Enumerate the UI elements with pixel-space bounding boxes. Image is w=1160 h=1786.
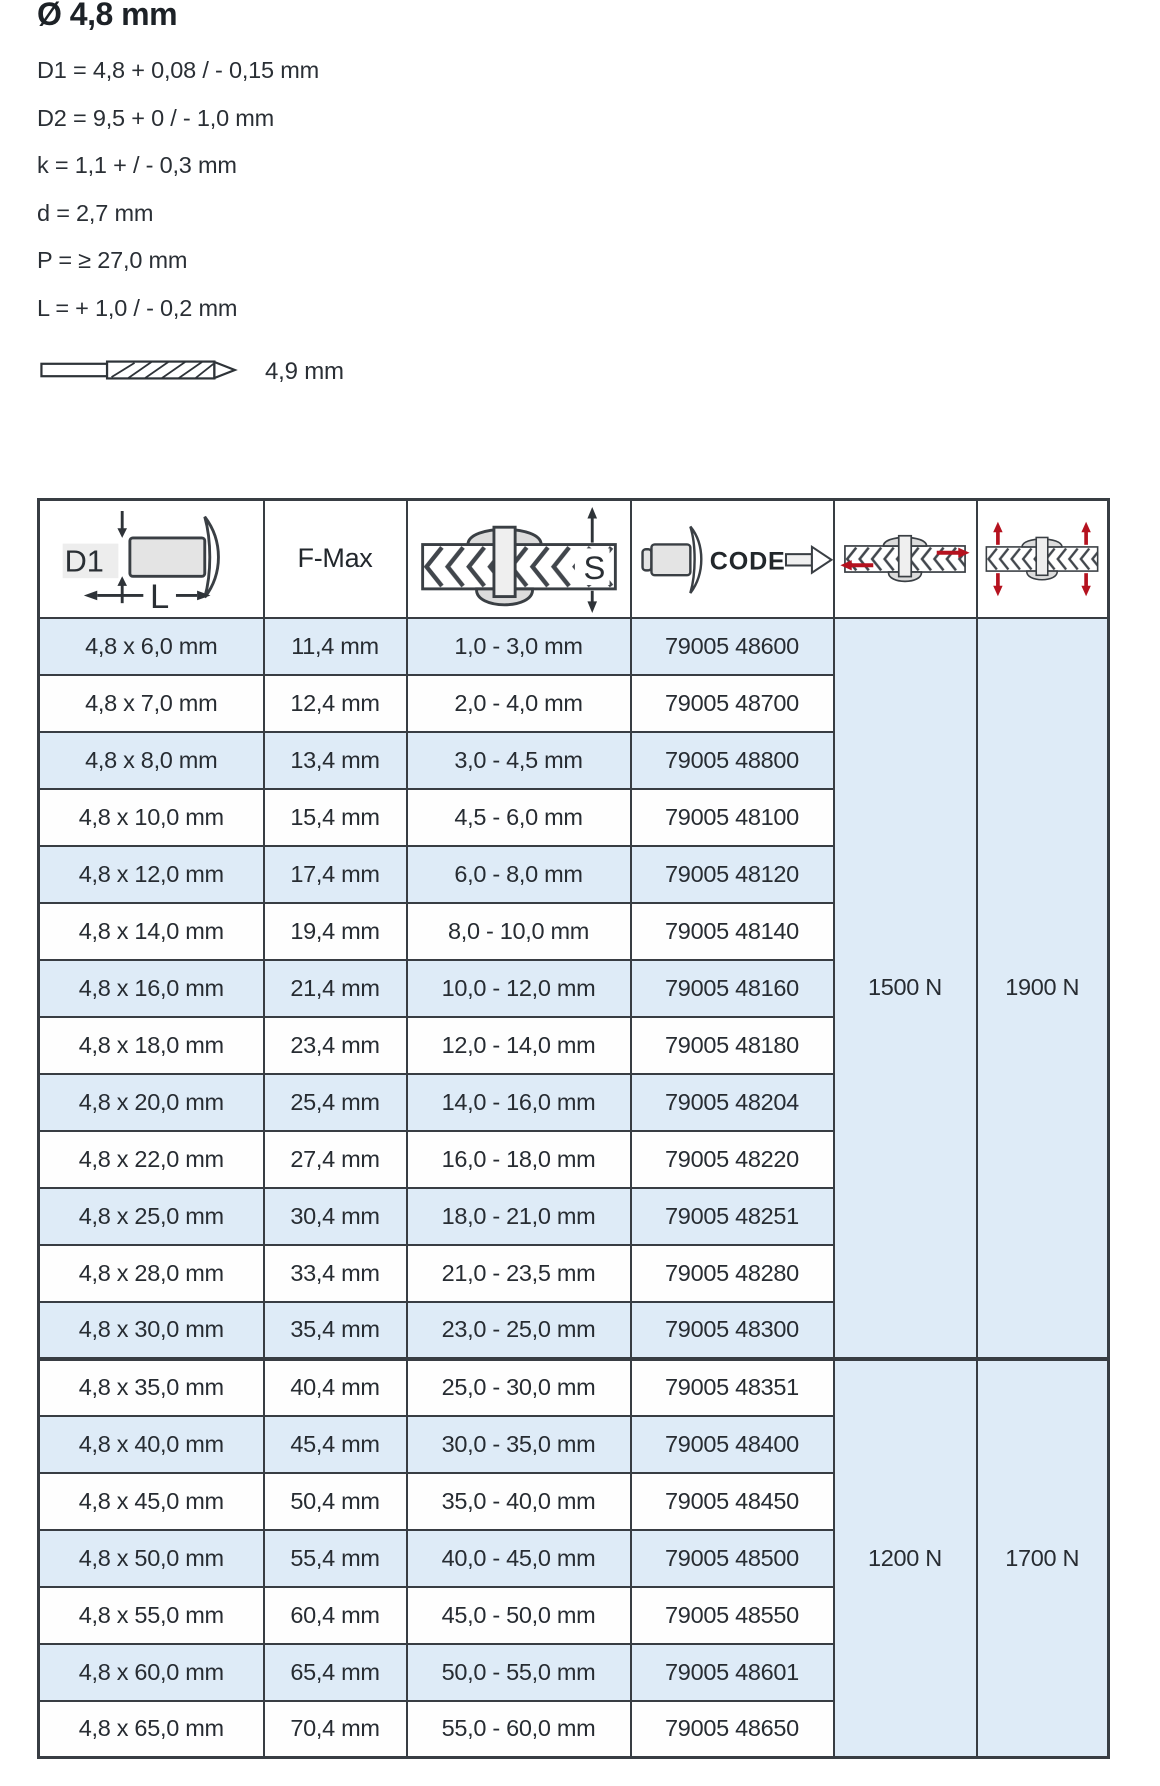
code-cell: 79005 48600 — [631, 618, 834, 675]
grip-range-cell: 8,0 - 10,0 mm — [407, 903, 631, 960]
spec-line-d: d = 2,7 mm — [37, 199, 154, 226]
grip-range-cell: 30,0 - 35,0 mm — [407, 1416, 631, 1473]
grip-range-cell: 4,5 - 6,0 mm — [407, 789, 631, 846]
f-max-cell: 27,4 mm — [264, 1131, 407, 1188]
code-cell: 79005 48120 — [631, 846, 834, 903]
code-cell: 79005 48100 — [631, 789, 834, 846]
dimension-cell: 4,8 x 10,0 mm — [39, 789, 264, 846]
f-max-cell: 30,4 mm — [264, 1188, 407, 1245]
f-max-cell: 25,4 mm — [264, 1074, 407, 1131]
dimension-cell: 4,8 x 30,0 mm — [39, 1302, 264, 1359]
tensile-strength-icon — [978, 509, 1108, 609]
f-max-cell: 13,4 mm — [264, 732, 407, 789]
dimension-cell: 4,8 x 55,0 mm — [39, 1587, 264, 1644]
dimension-cell: 4,8 x 7,0 mm — [39, 675, 264, 732]
dimension-cell: 4,8 x 25,0 mm — [39, 1188, 264, 1245]
code-cell: 79005 48500 — [631, 1530, 834, 1587]
grip-range-cell: 2,0 - 4,0 mm — [407, 675, 631, 732]
f-max-cell: 17,4 mm — [264, 846, 407, 903]
code-cell: 79005 48450 — [631, 1473, 834, 1530]
dimension-cell: 4,8 x 45,0 mm — [39, 1473, 264, 1530]
table-header-row — [39, 500, 1109, 618]
grip-range-cell: 18,0 - 21,0 mm — [407, 1188, 631, 1245]
grip-range-cell: 23,0 - 25,0 mm — [407, 1302, 631, 1359]
code-cell: 79005 48351 — [631, 1359, 834, 1416]
s-grip-label: S — [583, 548, 605, 586]
code-column-header — [631, 500, 834, 618]
dimension-cell: 4,8 x 50,0 mm — [39, 1530, 264, 1587]
shear-strength-value: 1500 N — [834, 618, 977, 1359]
code-cell: 79005 48300 — [631, 1302, 834, 1359]
grip-range-cell: 1,0 - 3,0 mm — [407, 618, 631, 675]
code-cell: 79005 48550 — [631, 1587, 834, 1644]
shear-strength-icon — [835, 509, 976, 609]
table-row — [39, 1359, 1109, 1416]
dimension-cell: 4,8 x 12,0 mm — [39, 846, 264, 903]
grip-range-cell: 21,0 - 23,5 mm — [407, 1245, 631, 1302]
grip-range-icon — [408, 502, 630, 616]
shear-strength-column-header — [834, 500, 977, 618]
grip-range-cell: 50,0 - 55,0 mm — [407, 1644, 631, 1701]
drill-bit-icon — [37, 351, 241, 394]
grip-range-cell: 12,0 - 14,0 mm — [407, 1017, 631, 1074]
f-max-cell: 40,4 mm — [264, 1359, 407, 1416]
code-cell: 79005 48160 — [631, 960, 834, 1017]
dimension-cell: 4,8 x 22,0 mm — [39, 1131, 264, 1188]
table-row — [39, 618, 1109, 675]
spec-list — [37, 47, 1160, 332]
code-label: CODE — [709, 547, 786, 576]
grip-range-cell: 3,0 - 4,5 mm — [407, 732, 631, 789]
code-cell: 79005 48180 — [631, 1017, 834, 1074]
drill-size-row — [37, 350, 1160, 394]
tensile-strength-column-header — [977, 500, 1109, 618]
f-max-cell: 55,4 mm — [264, 1530, 407, 1587]
code-cell: 79005 48400 — [631, 1416, 834, 1473]
code-cell: 79005 48650 — [631, 1701, 834, 1758]
code-cell: 79005 48280 — [631, 1245, 834, 1302]
tensile-strength-value: 1900 N — [977, 618, 1109, 1359]
f-max-cell: 65,4 mm — [264, 1644, 407, 1701]
grip-range-cell: 45,0 - 50,0 mm — [407, 1587, 631, 1644]
code-cell: 79005 48204 — [631, 1074, 834, 1131]
code-cell: 79005 48220 — [631, 1131, 834, 1188]
f-max-cell: 50,4 mm — [264, 1473, 407, 1530]
dimension-cell: 4,8 x 28,0 mm — [39, 1245, 264, 1302]
grip-range-cell: 10,0 - 12,0 mm — [407, 960, 631, 1017]
d1-dimension-label: D1 — [64, 543, 105, 579]
spec-line-d1: D1 = 4,8 + 0,08 / - 0,15 mm — [37, 57, 319, 83]
code-cell: 79005 48700 — [631, 675, 834, 732]
code-cell: 79005 48251 — [631, 1188, 834, 1245]
code-cell: 79005 48601 — [631, 1644, 834, 1701]
dimension-cell: 4,8 x 40,0 mm — [39, 1416, 264, 1473]
rivet-dimensions-icon — [40, 507, 263, 611]
grip-range-cell: 40,0 - 45,0 mm — [407, 1530, 631, 1587]
dimension-cell: 4,8 x 16,0 mm — [39, 960, 264, 1017]
f-max-cell: 12,4 mm — [264, 675, 407, 732]
f-max-cell: 23,4 mm — [264, 1017, 407, 1074]
grip-range-cell: 55,0 - 60,0 mm — [407, 1701, 631, 1758]
f-max-cell: 21,4 mm — [264, 960, 407, 1017]
dimension-column-header — [39, 500, 264, 618]
f-max-label: F-Max — [297, 543, 373, 574]
f-max-column-header — [264, 500, 407, 618]
dimension-cell: 4,8 x 18,0 mm — [39, 1017, 264, 1074]
dimension-cell: 4,8 x 60,0 mm — [39, 1644, 264, 1701]
dimension-cell: 4,8 x 8,0 mm — [39, 732, 264, 789]
code-cell: 79005 48140 — [631, 903, 834, 960]
l-dimension-label: L — [150, 577, 170, 611]
f-max-cell: 11,4 mm — [264, 618, 407, 675]
grip-range-cell: 6,0 - 8,0 mm — [407, 846, 631, 903]
dimension-cell: 4,8 x 65,0 mm — [39, 1701, 264, 1758]
f-max-cell: 19,4 mm — [264, 903, 407, 960]
dimension-cell: 4,8 x 35,0 mm — [39, 1359, 264, 1416]
f-max-cell: 45,4 mm — [264, 1416, 407, 1473]
spec-line-d2: D2 = 9,5 + 0 / - 1,0 mm — [37, 104, 275, 131]
grip-range-cell: 14,0 - 16,0 mm — [407, 1074, 631, 1131]
drill-size-label: 4,9 mm — [265, 358, 344, 385]
page-title: Ø 4,8 mm — [37, 0, 178, 32]
f-max-cell: 35,4 mm — [264, 1302, 407, 1359]
spec-line-l: L = + 1,0 / - 0,2 mm — [37, 294, 238, 321]
spec-line-p: P = ≥ 27,0 mm — [37, 247, 188, 273]
dimension-cell: 4,8 x 6,0 mm — [39, 618, 264, 675]
grip-range-cell: 35,0 - 40,0 mm — [407, 1473, 631, 1530]
code-cell: 79005 48800 — [631, 732, 834, 789]
grip-range-column-header — [407, 500, 631, 618]
f-max-cell: 15,4 mm — [264, 789, 407, 846]
shear-strength-value: 1200 N — [834, 1359, 977, 1758]
dimension-cell: 4,8 x 14,0 mm — [39, 903, 264, 960]
order-code-icon — [632, 513, 833, 605]
f-max-cell: 60,4 mm — [264, 1587, 407, 1644]
tensile-strength-value: 1700 N — [977, 1359, 1109, 1758]
dimension-cell: 4,8 x 20,0 mm — [39, 1074, 264, 1131]
rivet-spec-table — [37, 498, 1110, 1759]
grip-range-cell: 16,0 - 18,0 mm — [407, 1131, 631, 1188]
f-max-cell: 33,4 mm — [264, 1245, 407, 1302]
grip-range-cell: 25,0 - 30,0 mm — [407, 1359, 631, 1416]
f-max-cell: 70,4 mm — [264, 1701, 407, 1758]
spec-line-k: k = 1,1 + / - 0,3 mm — [37, 152, 237, 178]
